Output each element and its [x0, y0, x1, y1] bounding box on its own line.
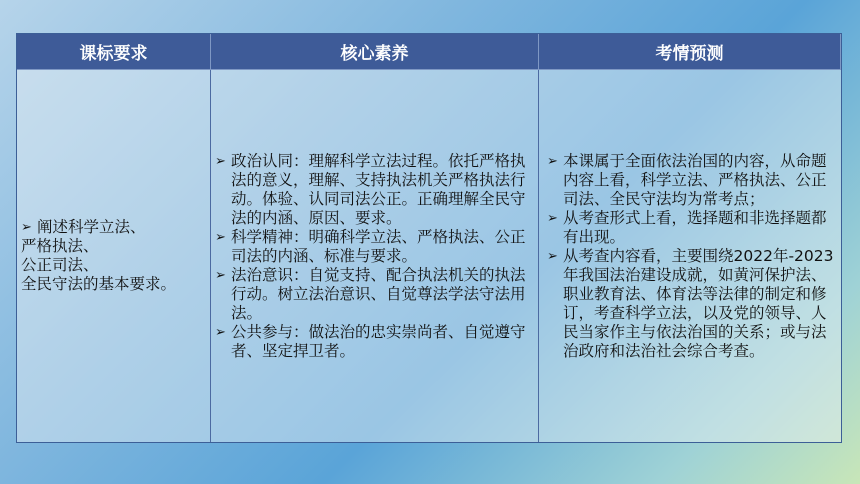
arrow-bullet-icon: ➢	[547, 153, 558, 169]
requirements-table	[16, 33, 842, 443]
exam-forecast-cell	[539, 70, 841, 442]
header-exam-forecast: 考情预测	[539, 34, 841, 70]
list-item: ➢ 公共参与：做法治的忠实崇尚者、自觉遵守者、坚定捍卫者。	[215, 322, 526, 360]
list-item: ➢ 阐述科学立法、	[21, 218, 146, 236]
header-curriculum-requirements: 课标要求	[17, 34, 211, 70]
header-core-literacy: 核心素养	[211, 34, 539, 70]
requirement-line: 严格执法、	[21, 237, 99, 255]
requirement-line: 公正司法、	[21, 256, 99, 274]
list-item: ➢ 政治认同：理解科学立法过程。依托严格执法的意义，理解、支持执法机关严格执法行动。体验、认同司法公正。正确理解全民守法的内涵、原因、要求。	[215, 151, 526, 227]
curriculum-requirements-cell	[17, 70, 211, 442]
arrow-bullet-icon: ➢	[215, 153, 226, 169]
arrow-bullet-icon: ➢	[547, 210, 558, 226]
list-item: ➢ 从考查内容看，主要围绕2022年-2023年我国法治建设成就，如黄河保护法、职业教育法、体育法等法律的制定和修订，考查科学立法，以及党的领导、人民当家作主与依法治国的关系；或与法治政府和法治社会综合考查。	[547, 246, 834, 360]
list-item: ➢ 法治意识：自觉支持、配合执法机关的执法行动。树立法治意识、自觉尊法学法守法用法。	[215, 265, 526, 322]
arrow-bullet-icon: ➢	[215, 267, 226, 283]
requirement-line: 全民守法的基本要求。	[21, 275, 177, 293]
core-literacy-cell	[211, 70, 539, 442]
arrow-bullet-icon: ➢	[215, 229, 226, 245]
arrow-bullet-icon: ➢	[547, 248, 558, 264]
arrow-bullet-icon: ➢	[21, 220, 32, 235]
list-item: ➢ 从考查形式上看，选择题和非选择题都有出现。	[547, 208, 827, 246]
arrow-bullet-icon: ➢	[215, 324, 226, 340]
list-item: ➢ 本课属于全面依法治国的内容，从命题内容上看，科学立法、严格执法、公正司法、全民守法均为常考点；	[547, 151, 827, 208]
list-item: ➢ 科学精神：明确科学立法、严格执法、公正司法的内涵、标准与要求。	[215, 227, 526, 265]
